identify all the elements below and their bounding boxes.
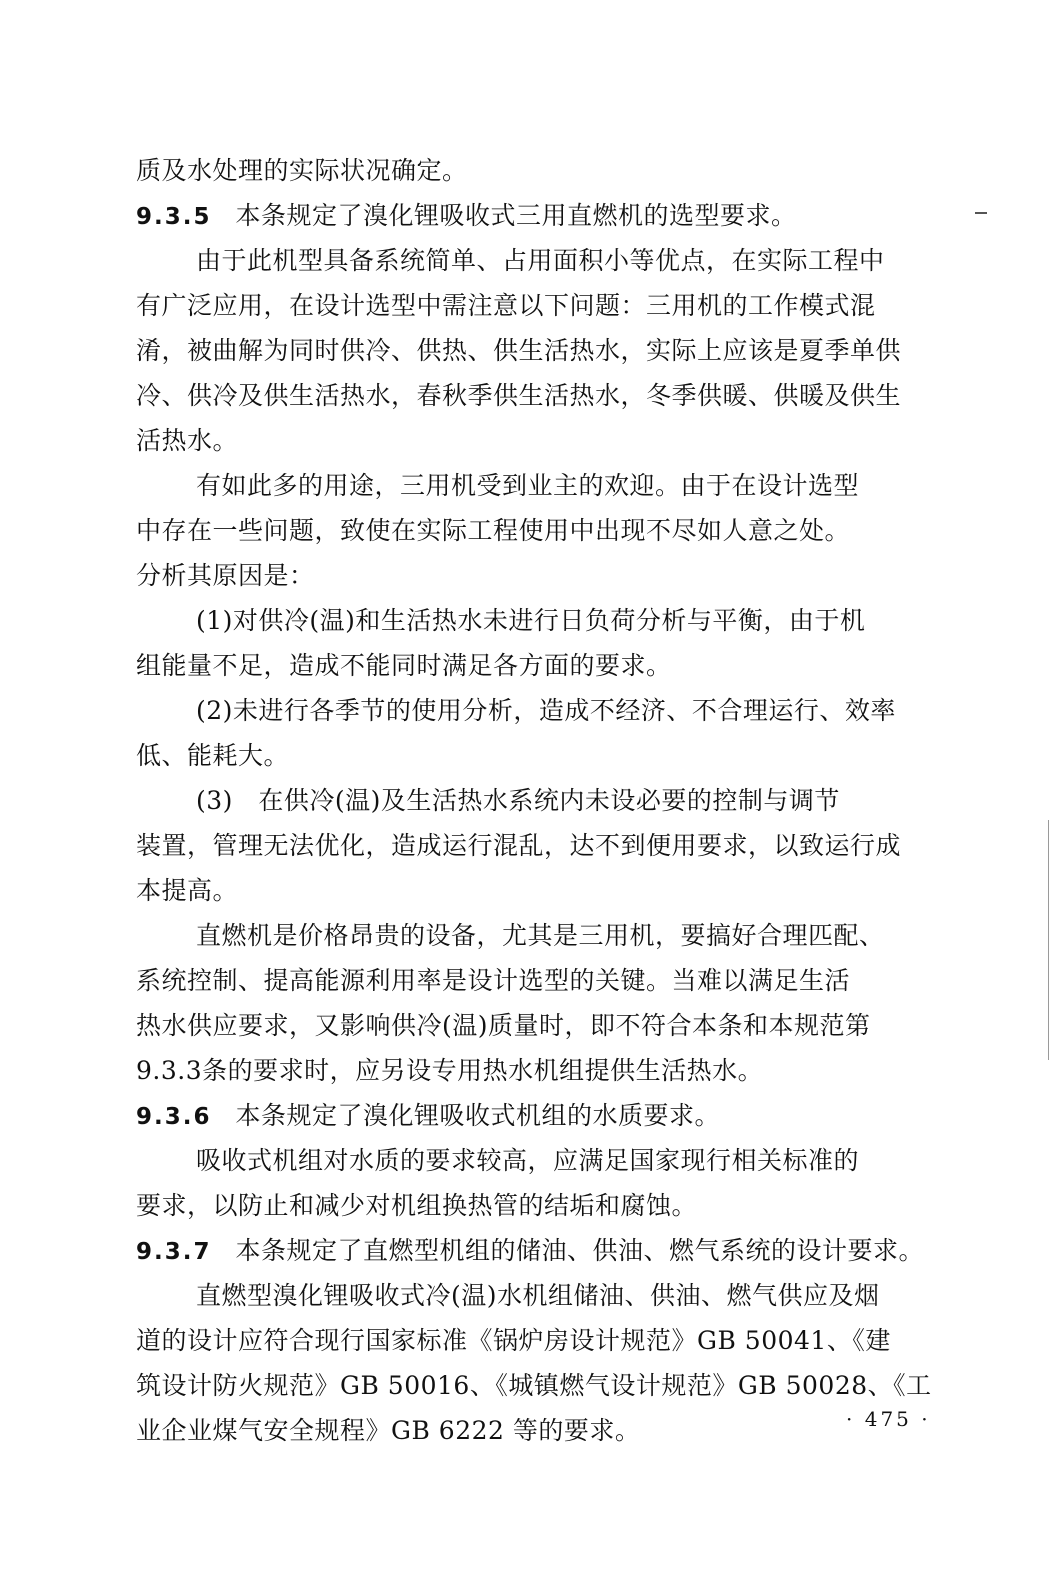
page-number: · 475 · [846,1407,931,1431]
clause-heading-9-3-6 [136,1093,944,1138]
clause-title: 本条规定了溴化锂吸收式机组的水质要求。 [235,1101,721,1130]
paragraph-line: 吸收式机组对水质的要求较高，应满足国家现行相关标准的 [196,1146,860,1175]
body-text [136,148,944,1453]
paragraph-line: 直燃机是价格昂贵的设备，尤其是三用机，要搞好合理匹配、 [196,921,885,950]
clause-title: 本条规定了溴化锂吸收式三用直燃机的选型要求。 [235,201,797,230]
paragraph-line: 有广泛应用，在设计选型中需注意以下问题：三用机的工作模式混 [136,291,876,320]
paragraph-line: 筑设计防火规范》GB 50016、《城镇燃气设计规范》GB 50028、《工 [136,1371,932,1400]
scan-edge-rule [1048,820,1049,1060]
clause-heading-9-3-7 [136,1228,944,1273]
paragraph-line: 有如此多的用途，三用机受到业主的欢迎。由于在设计选型 [196,471,860,500]
paragraph-line: 活热水。 [136,426,239,455]
scan-edge-mark [975,212,987,214]
paragraph-line: 系统控制、提高能源利用率是设计选型的关键。当难以满足生活 [136,966,851,995]
paragraph-line: 低、能耗大。 [136,741,290,770]
clause-number: 9.3.5 [136,204,212,230]
paragraph-line: 道的设计应符合现行国家标准《锅炉房设计规范》GB 50041、《建 [136,1326,891,1355]
paragraph-line: 要求，以防止和减少对机组换热管的结垢和腐蚀。 [136,1191,698,1220]
clause-number: 9.3.6 [136,1104,212,1130]
paragraph-line: 冷、供冷及供生活热水，春秋季供生活热水，冬季供暖、供暖及供生 [136,381,902,410]
paragraph-line: 分析其原因是： [136,561,315,590]
paragraph-line: 质及水处理的实际状况确定。 [136,156,468,185]
paragraph-line: 中存在一些问题，致使在实际工程使用中出现不尽如人意之处。 [136,516,851,545]
list-item-1: (1)对供冷(温)和生活热水未进行日负荷分析与平衡，由于机 [196,606,866,635]
clause-number: 9.3.7 [136,1239,212,1265]
paragraph-line: 9.3.3条的要求时，应另设专用热水机组提供生活热水。 [136,1056,764,1085]
clause-heading-9-3-5 [136,193,944,238]
paragraph-line: 装置，管理无法优化，造成运行混乱，达不到便用要求，以致运行成 [136,831,902,860]
paragraph-line: 业企业煤气安全规程》GB 6222 等的要求。 [136,1416,641,1445]
clause-title: 本条规定了直燃型机组的储油、供油、燃气系统的设计要求。 [235,1236,925,1265]
paragraph-line: 组能量不足，造成不能同时满足各方面的要求。 [136,651,672,680]
paragraph-line: 本提高。 [136,876,239,905]
paragraph-line: 热水供应要求，又影响供冷(温)质量时，即不符合本条和本规范第 [136,1011,871,1040]
list-item-3: (3) 在供冷(温)及生活热水系统内未设必要的控制与调节 [196,786,840,815]
paragraph-line: 淆，被曲解为同时供冷、供热、供生活热水，实际上应该是夏季单供 [136,336,902,365]
paragraph-line: 由于此机型具备系统简单、占用面积小等优点，在实际工程中 [196,246,885,275]
paragraph-line: 直燃型溴化锂吸收式冷(温)水机组储油、供油、燃气供应及烟 [196,1281,880,1310]
list-item-2: (2)未进行各季节的使用分析，造成不经济、不合理运行、效率 [196,696,896,725]
